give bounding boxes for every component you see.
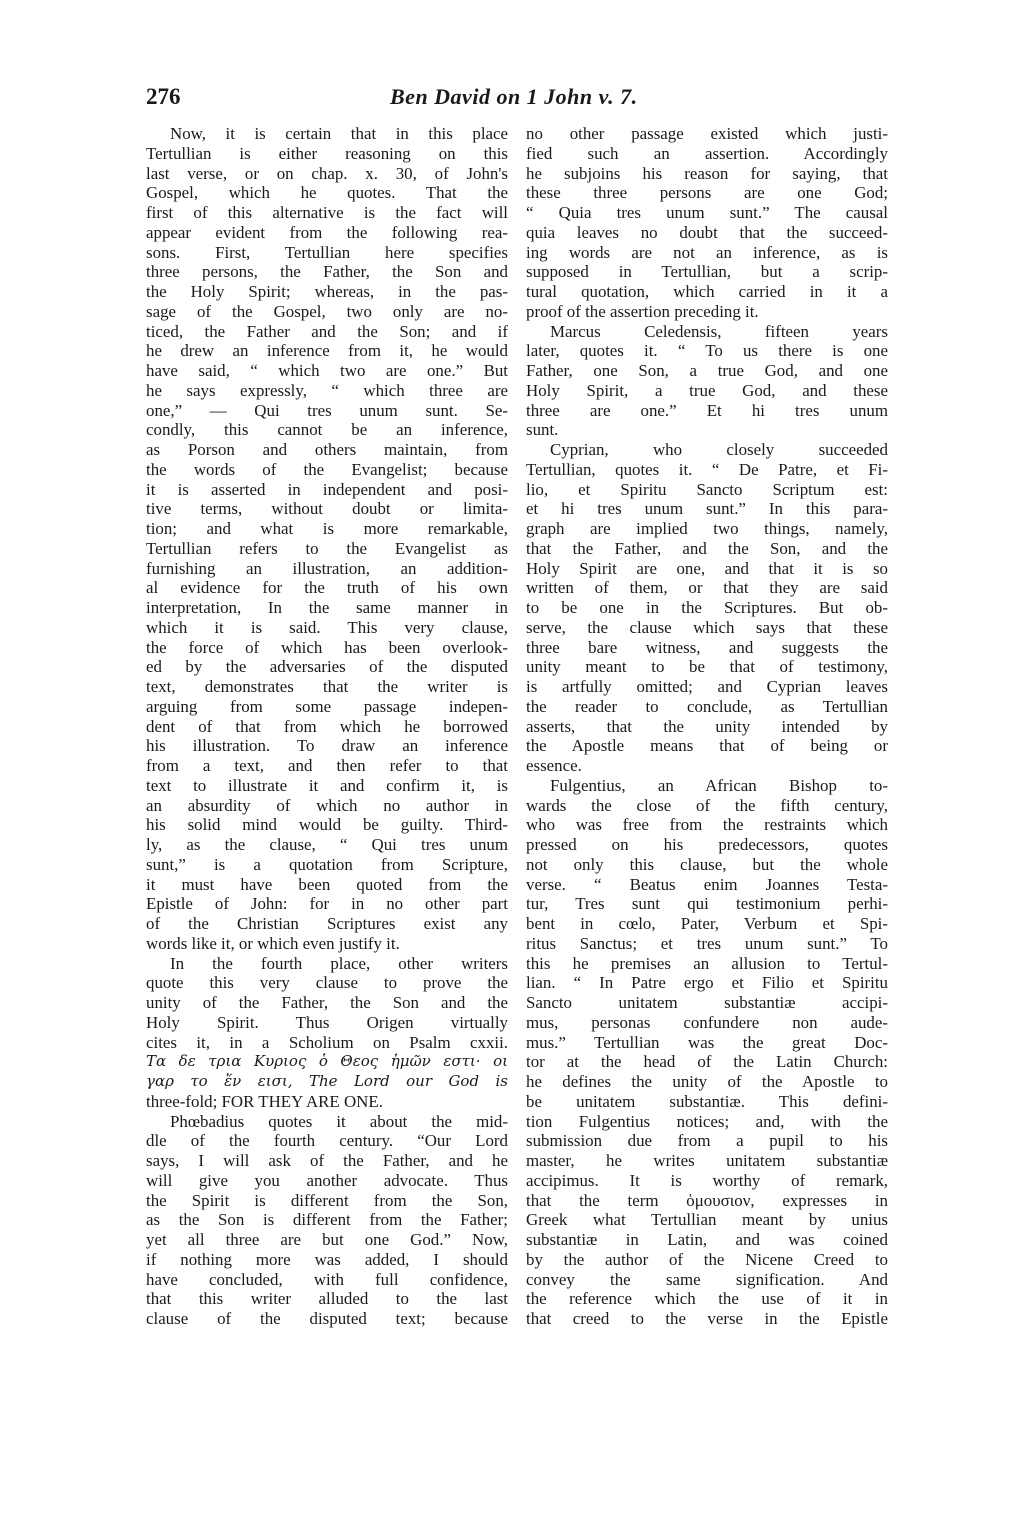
text-line: Holy Spirit are one, and that it is so (526, 558, 888, 578)
text-line: the words of the Evangelist; because (146, 459, 508, 479)
text-line: tion; and what is more remarkable, (146, 519, 508, 538)
text-line: appear evident from the following rea- (146, 222, 508, 242)
text-line: he subjoins his reason for saying, that (526, 163, 888, 183)
text-line: Phœbadius quotes it about the mid- (170, 1111, 508, 1131)
text-line: this he premises an allusion to Tertul- (526, 953, 888, 973)
text-line: fied such an assertion. Accordingly (526, 143, 888, 163)
text-line: supposed in Tertullian, but a scrip- (526, 262, 888, 282)
text-line: clause of the disputed text; because (146, 1309, 508, 1328)
text-line: ing words are not an inference, as is (526, 242, 888, 262)
text-line: it is asserted in independent and posi- (146, 479, 508, 499)
text-line: as Porson and others maintain, from (146, 440, 508, 459)
text-line: is artfully omitted; and Cyprian leaves (526, 677, 888, 696)
text-line: will give you another advocate. Thus (146, 1170, 508, 1190)
text-line: written of them, or that they are said (526, 578, 888, 598)
text-line: that the Father, and the Son, and the (526, 538, 888, 558)
text-line: pressed on his predecessors, quotes (526, 835, 888, 854)
text-line: asserts, that the unity intended by (526, 716, 888, 736)
text-line: three bare witness, and suggests the (526, 637, 888, 657)
text-line: condly, this cannot be an inference, (146, 420, 508, 440)
text-line: have concluded, with full confidence, (146, 1269, 508, 1289)
text-line: says, I will ask of the Father, and he (146, 1151, 508, 1170)
text-line: which it is said. This very clause, (146, 617, 508, 637)
text-line: the Apostle means that of being or (526, 736, 888, 756)
text-line: Sancto unitatem substantiæ accipi- (526, 993, 888, 1012)
text-line: the reader to conclude, as Tertullian (526, 696, 888, 716)
text-line: tion Fulgentius notices; and, with the (526, 1111, 888, 1131)
text-line: proof of the assertion preceding it. (526, 301, 759, 321)
text-line: that creed to the verse in the Epistle (526, 1309, 888, 1328)
text-line: convey the same signification. And (526, 1269, 888, 1289)
text-line: by the author of the Nicene Creed to (526, 1249, 888, 1269)
text-line: tor at the head of the Latin Church: (526, 1052, 888, 1072)
text-line: Tertullian is either reasoning on this (146, 143, 508, 163)
text-line: he says expressly, “ which three are (146, 380, 508, 400)
text-line: unity of the Father, the Son and the (146, 993, 508, 1012)
text-line: lian. “ In Patre ergo et Filio et Spiritu (526, 973, 888, 993)
text-line: the reference which the use of it in (526, 1289, 888, 1309)
text-line: the Spirit is different from the Son, (146, 1190, 508, 1210)
text-line: ed by the adversaries of the disputed (146, 657, 508, 677)
page-number: 276 (146, 84, 181, 109)
text-line: sunt. (526, 420, 559, 440)
text-line: quia leaves no doubt that the succeed- (526, 222, 888, 242)
text-line: be unitatem substantiæ. This defini- (526, 1091, 888, 1111)
text-line: et hi tres unum sunt.” In this para- (526, 499, 888, 519)
text-line: substantiæ in Latin, and was coined (526, 1230, 888, 1249)
text-line: furnishing an illustration, an addition- (146, 558, 508, 578)
text-line: three-fold; FOR THEY ARE ONE. (146, 1091, 383, 1111)
text-line: words like it, or which even justify it. (146, 933, 400, 953)
text-line: graph are implied two things, namely, (526, 519, 888, 538)
text-line: of the Christian Scriptures exist any (146, 914, 508, 933)
text-line: Epistle of John: for in no other part (146, 894, 508, 914)
text-line: who was free from the restraints which (526, 815, 888, 835)
text-line: quote this very clause to prove the (146, 973, 508, 993)
text-line: sunt,” is a quotation from Scripture, (146, 854, 508, 874)
text-line: that the term ὁμουσιον, expresses in (526, 1190, 888, 1210)
text-line: from a text, and then refer to that (146, 756, 508, 775)
text-line: Τα δε τρια Κυριος ὁ Θεος ἡμῶν εστι· οι (146, 1052, 508, 1071)
text-line: Greek what Tertullian meant by unius (526, 1210, 888, 1230)
text-line: Cyprian, who closely succeeded (550, 440, 888, 459)
text-line: not only this clause, but the whole (526, 854, 888, 874)
text-line: essence. (526, 756, 582, 775)
text-line: accipimus. It is worthy of remark, (526, 1170, 888, 1190)
text-line: interpretation, In the same manner in (146, 598, 508, 617)
text-line: these three persons are one God; (526, 183, 888, 203)
text-line: yet all three are but one God.” Now, (146, 1230, 508, 1249)
text-line: three are one.” Et hi tres unum (526, 400, 888, 420)
text-line: mus.” Tertullian was the great Doc- (526, 1032, 888, 1052)
text-line: Gospel, which he quotes. That the (146, 183, 508, 203)
text-line: sage of the Gospel, two only are no- (146, 301, 508, 321)
text-line: the Holy Spirit; whereas, in the pas- (146, 282, 508, 301)
text-line: his illustration. To draw an inference (146, 736, 508, 756)
text-line: later, quotes it. “ To us there is one (526, 341, 888, 361)
text-line: Fulgentius, an African Bishop to- (550, 775, 888, 795)
text-line: one,” — Qui tres unum sunt. Se- (146, 400, 508, 420)
text-line: ritus Sanctus; et tres unum sunt.” To (526, 933, 888, 953)
text-line: his solid mind would be guilty. Third- (146, 815, 508, 835)
text-line: tive terms, without doubt or limita- (146, 499, 508, 519)
text-line: serve, the clause which says that these (526, 617, 888, 637)
text-line: Marcus Celedensis, fifteen years (550, 321, 888, 341)
text-line: tur, Tres sunt qui testimonium perhi- (526, 894, 888, 914)
text-line: verse. “ Beatus enim Joannes Testa- (526, 874, 888, 894)
text-line: mus, personas confundere non aude- (526, 1012, 888, 1032)
text-line: lio, et Spiritu Sancto Scriptum est: (526, 479, 888, 499)
text-line: Now, it is certain that in this place (170, 124, 508, 143)
text-line: arguing from some passage indepen- (146, 696, 508, 716)
text-line: text, demonstrates that the writer is (146, 677, 508, 696)
text-line: as the Son is different from the Father; (146, 1210, 508, 1230)
text-line: text to illustrate it and confirm it, is (146, 775, 508, 795)
text-line: γαρ το ἕν εισι, The Lord our God is (146, 1072, 508, 1090)
text-line: tural quotation, which carried in it a (526, 282, 888, 301)
text-line: submission due from a pupil to his (526, 1131, 888, 1151)
text-line: three persons, the Father, the Son and (146, 262, 508, 282)
text-line: cites it, in a Scholium on Psalm cxxii. (146, 1032, 508, 1052)
page-header (146, 84, 886, 118)
text-line: unity meant to be that of testimony, (526, 657, 888, 677)
text-line: sons. First, Tertullian here specifies (146, 242, 508, 262)
text-line: first of this alternative is the fact will (146, 203, 508, 222)
text-line: wards the close of the fifth century, (526, 795, 888, 815)
text-line: he defines the unity of the Apostle to (526, 1072, 888, 1091)
text-line: Holy Spirit, a true God, and these (526, 380, 888, 400)
text-line: last verse, or on chap. x. 30, of John's (146, 163, 508, 183)
text-line: “ Quia tres unum sunt.” The causal (526, 203, 888, 222)
text-line: no other passage existed which justi- (526, 124, 888, 143)
text-line: if nothing more was added, I should (146, 1249, 508, 1269)
left-text-column (146, 124, 508, 1329)
running-head: Ben David on 1 John v. 7. (390, 84, 638, 109)
text-line: it must have been quoted from the (146, 874, 508, 894)
text-line: ticed, the Father and the Son; and if (146, 321, 508, 341)
text-line: that this writer alluded to the last (146, 1289, 508, 1309)
text-line: al evidence for the truth of his own (146, 578, 508, 598)
text-line: an absurdity of which no author in (146, 795, 508, 815)
text-line: the force of which has been overlook- (146, 637, 508, 657)
text-line: Father, one Son, a true God, and one (526, 361, 888, 380)
text-line: ly, as the clause, “ Qui tres unum (146, 835, 508, 854)
right-text-column (526, 124, 888, 1329)
text-line: master, he writes unitatem substantiæ (526, 1151, 888, 1170)
text-line: dle of the fourth century. “Our Lord (146, 1131, 508, 1151)
text-line: Tertullian, quotes it. “ De Patre, et Fi- (526, 459, 888, 479)
text-line: dent of that from which he borrowed (146, 716, 508, 736)
text-line: bent in cœlo, Pater, Verbum et Spi- (526, 914, 888, 933)
text-line: Holy Spirit. Thus Origen virtually (146, 1012, 508, 1032)
text-line: In the fourth place, other writers (170, 953, 508, 973)
text-line: he drew an inference from it, he would (146, 341, 508, 361)
text-line: Tertullian refers to the Evangelist as (146, 538, 508, 558)
text-line: to be one in the Scriptures. But ob- (526, 598, 888, 617)
text-line: have said, “ which two are one.” But (146, 361, 508, 380)
